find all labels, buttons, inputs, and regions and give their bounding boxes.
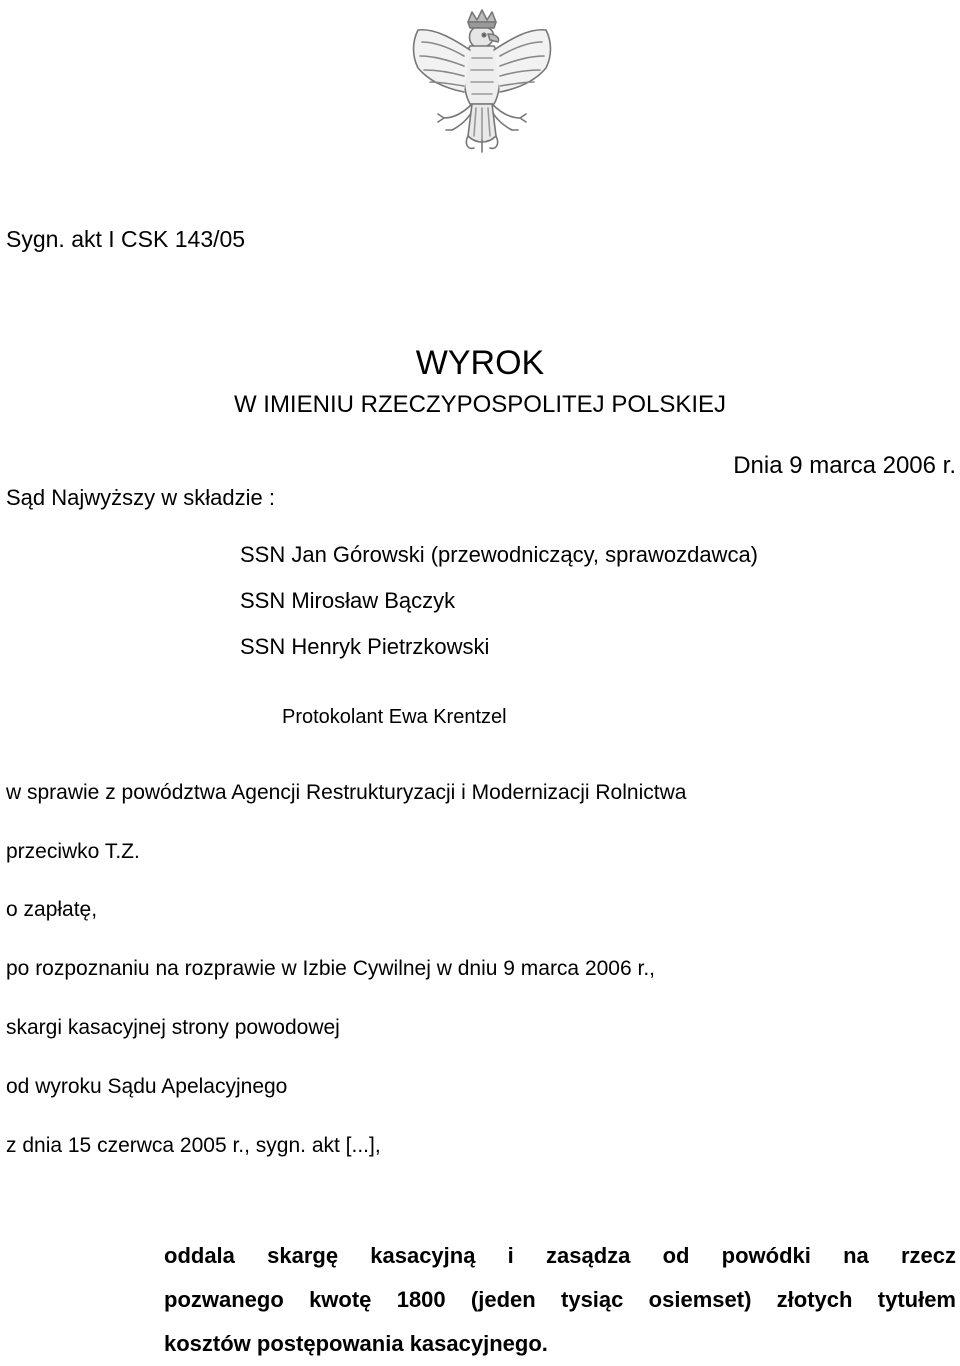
judge-member: SSN Mirosław Bączyk: [240, 588, 456, 613]
verdict-line: kosztów postępowania kasacyjnego.: [164, 1331, 548, 1356]
case-hearing: po rozpoznaniu na rozprawie w Izbie Cywilnej w dniu 9 marca 2006 r.,: [6, 957, 656, 980]
case-lower-court-ref: z dnia 15 czerwca 2005 r., sygn. akt [...],: [6, 1134, 381, 1157]
judgment-date: Dnia 9 marca 2006 r.: [733, 452, 956, 479]
document-subtitle: W IMIENIU RZECZYPOSPOLITEJ POLSKIEJ: [233, 391, 727, 418]
document-title: WYROK: [415, 344, 545, 382]
case-subject: o zapłatę,: [6, 898, 98, 921]
case-appeal: skargi kasacyjnej strony powodowej: [6, 1016, 340, 1039]
court-clerk: Protokolant Ewa Krentzel: [282, 706, 507, 728]
case-defendant: przeciwko T.Z.: [6, 840, 140, 863]
eagle-emblem-icon: [398, 8, 566, 166]
judge-member: SSN Henryk Pietrzkowski: [240, 634, 490, 659]
judge-presiding: SSN Jan Górowski (przewodniczący, sprawozdawca): [240, 542, 758, 567]
case-plaintiff: w sprawie z powództwa Agencji Restrukturyzacji i Modernizacji Rolnictwa: [6, 781, 687, 804]
case-signature: Sygn. akt I CSK 143/05: [6, 226, 246, 252]
verdict-line: oddala skargę kasacyjną i zasądza od powódki na rzecz: [164, 1243, 956, 1268]
verdict-text: [164, 1234, 956, 1366]
court-composition-label: Sąd Najwyższy w składzie :: [6, 485, 275, 510]
verdict-line: pozwanego kwotę 1800 (jeden tysiąc osiemset) złotych tytułem: [164, 1287, 956, 1312]
case-lower-court: od wyroku Sądu Apelacyjnego: [6, 1075, 288, 1098]
